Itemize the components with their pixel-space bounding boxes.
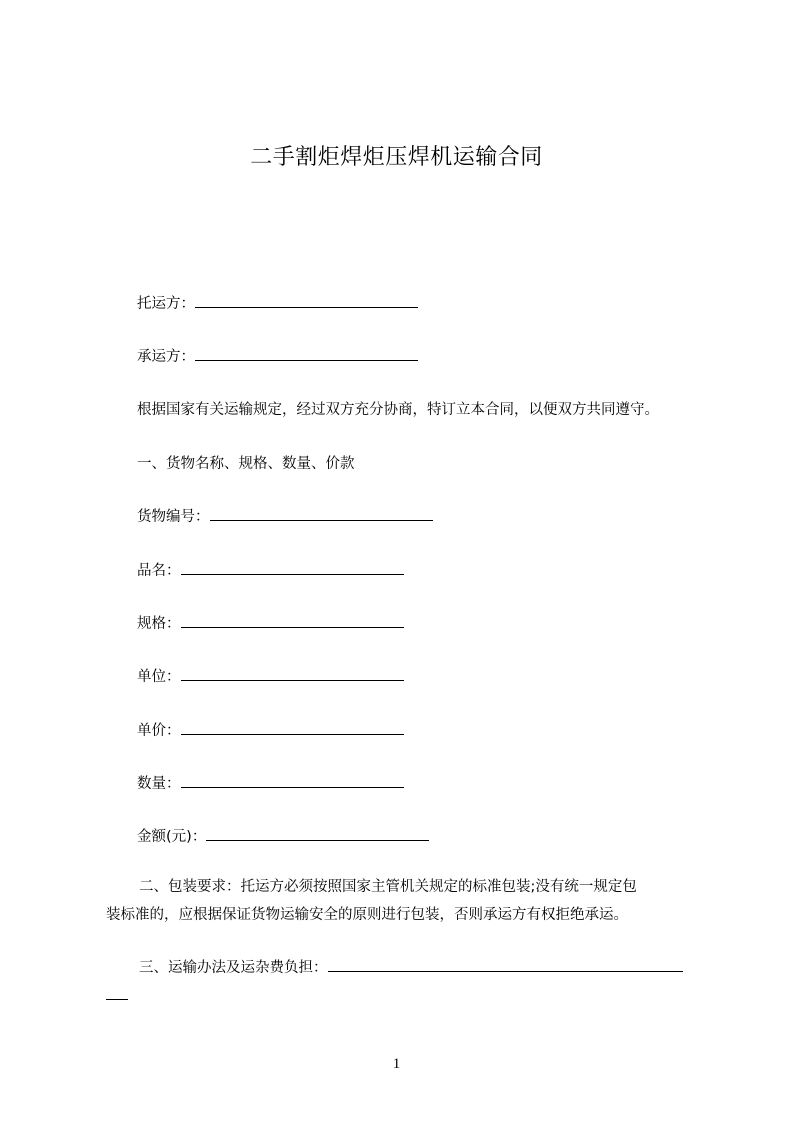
section2-line2: 装标准的，应根据保证货物运输安全的原则进行包装，否则承运方有权拒绝承运。: [106, 907, 628, 923]
name-blank[interactable]: [181, 560, 404, 575]
unit-price-line: [137, 719, 404, 740]
unit-price-blank[interactable]: [181, 720, 404, 735]
unit-line: [137, 665, 404, 686]
section3-blank-continued[interactable]: [106, 985, 128, 1000]
amount-label: 金额(元)：: [137, 829, 207, 845]
shipper-label: 托运方：: [137, 296, 195, 312]
goods-no-line: [137, 505, 433, 526]
shipper-line: [137, 292, 418, 313]
quantity-label: 数量：: [137, 776, 181, 792]
goods-no-label: 货物编号：: [137, 509, 210, 525]
unit-blank[interactable]: [181, 666, 404, 681]
amount-blank[interactable]: [206, 826, 429, 841]
quantity-line: [137, 772, 404, 793]
spec-label: 规格：: [137, 616, 181, 632]
spec-line: [137, 612, 404, 633]
section1-heading: 一、货物名称、规格、数量、价款: [137, 456, 355, 472]
spec-blank[interactable]: [181, 613, 404, 628]
name-line: [137, 559, 404, 580]
section2-line1: 二、包装要求：托运方必须按照国家主管机关规定的标准包装;没有统一规定包: [139, 879, 637, 895]
name-label: 品名：: [137, 563, 181, 579]
shipper-blank[interactable]: [195, 293, 418, 308]
page-number: 1: [392, 1056, 401, 1072]
section2-paragraph: [106, 873, 716, 929]
carrier-blank[interactable]: [195, 346, 418, 361]
quantity-blank[interactable]: [181, 773, 404, 788]
unit-price-label: 单价：: [137, 723, 181, 739]
intro-text: 根据国家有关运输规定，经过双方充分协商，特订立本合同，以便双方共同遵守。: [137, 402, 659, 418]
section3-blank[interactable]: [328, 957, 683, 972]
document-title: 二手割炬焊炬压焊机运输合同: [250, 145, 543, 170]
section3-paragraph: [106, 954, 716, 1010]
carrier-line: [137, 345, 418, 366]
goods-no-blank[interactable]: [210, 506, 433, 521]
amount-line: [137, 825, 429, 846]
unit-label: 单位：: [137, 669, 181, 685]
section3-label: 三、运输办法及运杂费负担：: [139, 960, 328, 976]
carrier-label: 承运方：: [137, 349, 195, 365]
